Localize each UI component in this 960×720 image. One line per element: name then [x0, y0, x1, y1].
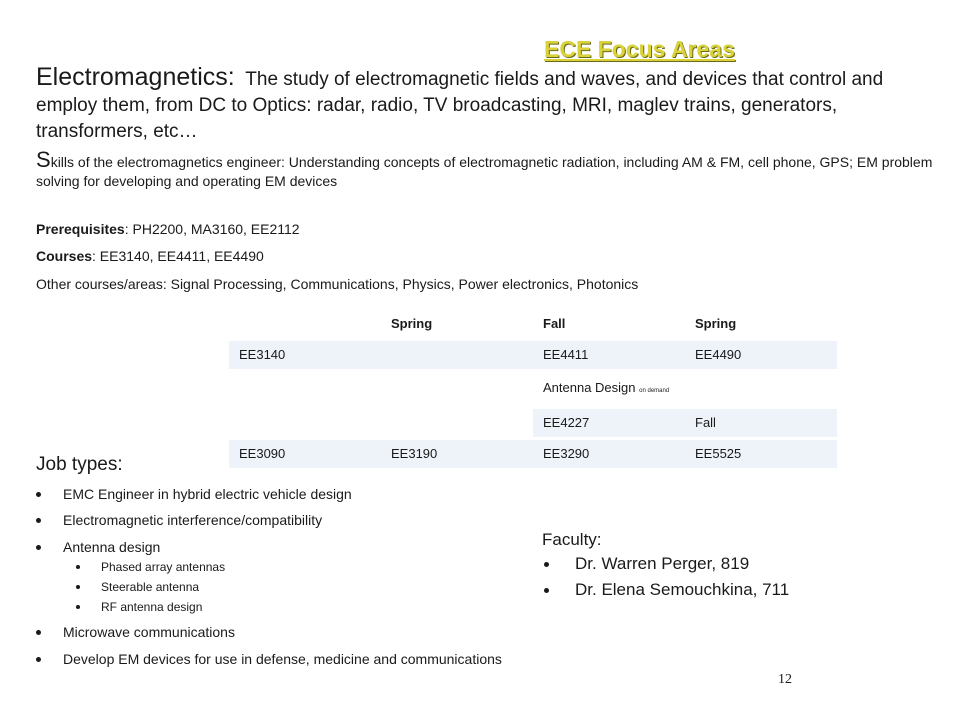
table-header-cell: Spring: [695, 316, 737, 331]
table-cell: EE4411: [533, 341, 685, 369]
skills-text: kills of the electromagnetics engineer: Understanding concepts of electromagnetic radiation, including AM & FM, cell phone, GPS; EM problem solving for developing and operating EM devices: [36, 154, 933, 189]
table-cell: EE4227: [533, 409, 685, 437]
on-demand-label: on demand: [639, 388, 670, 394]
bullet-icon: [36, 518, 41, 523]
bullet-icon: [36, 630, 41, 635]
table-cell: EE3140: [229, 341, 381, 369]
faculty-title: Faculty:: [542, 530, 602, 549]
table-cell: Fall: [685, 409, 837, 437]
job-types-title: Job types:: [36, 454, 123, 475]
table-cell: EE5525: [685, 440, 837, 468]
table-header-cell: Spring: [391, 316, 433, 331]
prerequisites-value: : PH2200, MA3160, EE2112: [124, 221, 300, 237]
bullet-icon: [544, 588, 549, 593]
prerequisites-label: Prerequisites: [36, 221, 125, 237]
courses-value: : EE3140, EE4411, EE4490: [92, 248, 264, 264]
intro-paragraph: [36, 64, 936, 145]
table-cell-antenna-design: [533, 372, 685, 410]
intro-text: The study of electromagnetic fields and waves, and devices that control and employ them, from DC to Optics: radar, radio, TV broadcasting, MRI, maglev trains, generators, transformers, etc…: [36, 69, 884, 142]
prerequisites-line: [36, 221, 300, 237]
page-number: 12: [778, 672, 792, 687]
table-header-cell: Fall: [543, 316, 566, 331]
table-cell: EE3290: [533, 440, 685, 468]
antenna-design-label: Antenna Design: [543, 380, 636, 395]
skills-paragraph: [36, 147, 936, 191]
skills-cap: S: [36, 147, 51, 172]
bullet-icon: [76, 585, 80, 589]
table-cell: [381, 341, 533, 369]
bullet-icon: [36, 545, 41, 550]
table-cell: EE3190: [381, 440, 533, 468]
intro-lead: Electromagnetics:: [36, 63, 235, 91]
table-cell: EE4490: [685, 341, 837, 369]
bullet-icon: [544, 562, 549, 567]
other-courses-line: Other courses/areas: Signal Processing, Communications, Physics, Power electronics, Photonics: [36, 276, 639, 292]
courses-label: Courses: [36, 248, 93, 264]
table-cell: EE3090: [229, 440, 381, 468]
bullet-icon: [36, 492, 41, 497]
courses-line: [36, 248, 264, 264]
bullet-icon: [76, 565, 80, 569]
bullet-icon: [76, 605, 80, 609]
slide-title: ECE Focus Areas: [544, 36, 735, 62]
bullet-icon: [36, 657, 41, 662]
